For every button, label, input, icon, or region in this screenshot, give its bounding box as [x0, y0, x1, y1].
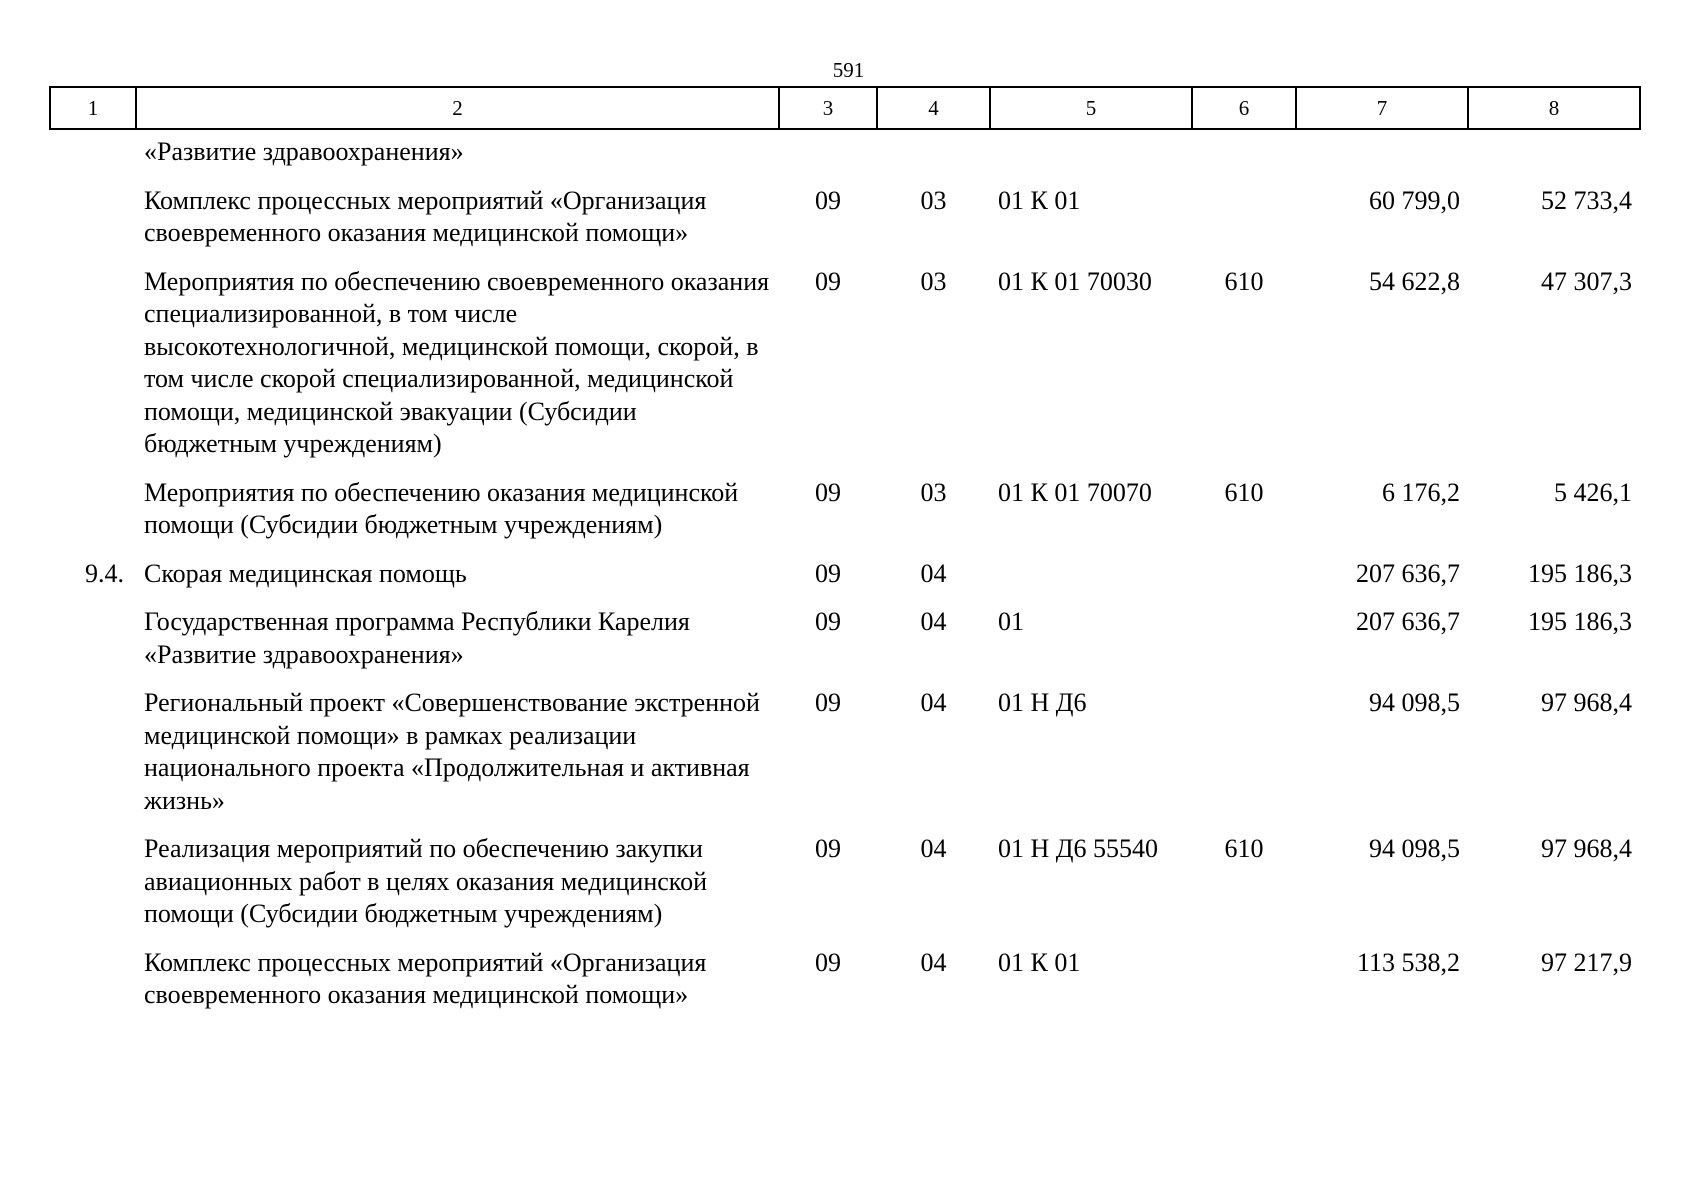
section-code: 09 — [815, 607, 841, 636]
table-row — [50, 185, 1640, 266]
column-header: 5 — [990, 87, 1192, 129]
row-description: Мероприятия по обеспечению оказания медицинской помощи (Субсидии бюджетным учреждениям) — [144, 477, 739, 539]
section-code: 09 — [815, 477, 841, 507]
amount-col8: 97 968,4 — [1541, 834, 1632, 863]
amount-col8: 47 307,3 — [1541, 266, 1632, 296]
subsection-code: 04 — [920, 947, 947, 977]
row-number — [50, 947, 136, 1028]
subsection-code: 04 — [920, 834, 947, 863]
target-article-code — [990, 558, 1192, 607]
table-row — [50, 606, 1640, 687]
expense-type-code — [1192, 687, 1296, 833]
row-number — [50, 687, 136, 833]
row-number — [50, 129, 136, 185]
amount-col7: 113 538,2 — [1356, 947, 1460, 977]
subsection-code — [877, 129, 990, 185]
section-code: 09 — [815, 558, 841, 588]
target-article-code: 01 К 01 70030 — [998, 266, 1152, 296]
section-code: 09 — [815, 947, 841, 977]
section-code — [779, 129, 877, 185]
subsection-code: 04 — [920, 688, 947, 717]
target-article-code: 01 К 01 — [998, 947, 1081, 977]
expense-type-code — [1192, 558, 1296, 607]
section-code: 09 — [815, 834, 841, 863]
target-article-code: 01 К 01 70070 — [998, 477, 1152, 507]
column-header: 2 — [136, 87, 779, 129]
table-row — [50, 266, 1640, 477]
table-row — [50, 558, 1640, 607]
row-number: 9.4. — [85, 558, 124, 588]
section-code: 09 — [815, 688, 841, 717]
expense-type-code: 610 — [1224, 266, 1264, 296]
row-description: Комплекс процессных мероприятий «Организация своевременного оказания медицинской помощи» — [144, 185, 707, 247]
amount-col8: 52 733,4 — [1541, 185, 1632, 215]
row-number — [50, 185, 136, 266]
amount-col7: 6 176,2 — [1382, 477, 1460, 507]
amount-col8: 195 186,3 — [1528, 558, 1632, 588]
row-description: Скорая медицинская помощь — [144, 558, 467, 588]
column-header: 4 — [877, 87, 990, 129]
page-number: 591 — [832, 58, 865, 82]
amount-col7: 54 622,8 — [1369, 266, 1460, 296]
amount-col7: 207 636,7 — [1356, 607, 1460, 636]
row-number — [50, 833, 136, 947]
target-article-code: 01 Н Д6 55540 — [998, 834, 1159, 863]
amount-col7: 60 799,0 — [1369, 185, 1460, 215]
amount-col7: 207 636,7 — [1356, 558, 1460, 588]
table-row — [50, 833, 1640, 947]
amount-col8 — [1468, 129, 1640, 185]
table-row — [50, 947, 1640, 1028]
section-code: 09 — [815, 185, 841, 215]
column-header: 8 — [1468, 87, 1640, 129]
expense-type-code — [1192, 947, 1296, 1028]
table-row — [50, 477, 1640, 558]
row-number — [50, 606, 136, 687]
target-article-code — [990, 129, 1192, 185]
column-header: 1 — [50, 87, 136, 129]
row-description: «Развитие здравоохранения» — [144, 137, 464, 166]
expense-type-code — [1192, 185, 1296, 266]
table-row — [50, 687, 1640, 833]
table-header-row — [50, 87, 1640, 129]
subsection-code: 03 — [920, 185, 947, 215]
column-header: 7 — [1296, 87, 1468, 129]
amount-col8: 5 426,1 — [1554, 477, 1632, 507]
budget-table — [49, 86, 1641, 1028]
amount-col7: 94 098,5 — [1369, 834, 1460, 863]
expense-type-code — [1192, 606, 1296, 687]
subsection-code: 04 — [920, 607, 947, 636]
subsection-code: 03 — [920, 477, 947, 507]
row-description: Государственная программа Республики Карелия «Развитие здравоохранения» — [144, 607, 690, 669]
expense-type-code — [1192, 129, 1296, 185]
expense-type-code: 610 — [1224, 834, 1264, 863]
row-number — [50, 477, 136, 558]
target-article-code: 01 — [998, 607, 1024, 636]
amount-col7 — [1296, 129, 1468, 185]
row-number — [50, 266, 136, 477]
row-description: Региональный проект «Совершенствование экстренной медицинской помощи» в рамках реализации национального проекта «Продолжительная и активная жизнь» — [144, 688, 760, 815]
subsection-code: 04 — [920, 558, 947, 588]
subsection-code: 03 — [920, 266, 947, 296]
amount-col8: 97 968,4 — [1541, 688, 1632, 717]
amount-col7: 94 098,5 — [1369, 688, 1460, 717]
amount-col8: 97 217,9 — [1541, 947, 1632, 977]
column-header: 3 — [779, 87, 877, 129]
expense-type-code: 610 — [1224, 477, 1264, 507]
row-description: Реализация мероприятий по обеспечению закупки авиационных работ в целях оказания медицинской помощи (Субсидии бюджетным учреждениям) — [144, 834, 708, 928]
column-header: 6 — [1192, 87, 1296, 129]
section-code: 09 — [815, 266, 841, 296]
row-description: Мероприятия по обеспечению своевременного оказания специализированной, в том числе высокотехнологичной, медицинской помощи, скорой, в том числе скорой специализированной, медицинской помощи, медицинской эвакуации (Субсидии бюджетным учреждениям) — [144, 266, 770, 458]
row-description: Комплекс процессных мероприятий «Организация своевременного оказания медицинской помощи» — [144, 947, 707, 1009]
target-article-code: 01 Н Д6 — [998, 688, 1087, 717]
amount-col8: 195 186,3 — [1528, 607, 1632, 636]
table-row — [50, 129, 1640, 185]
target-article-code: 01 К 01 — [998, 185, 1081, 215]
